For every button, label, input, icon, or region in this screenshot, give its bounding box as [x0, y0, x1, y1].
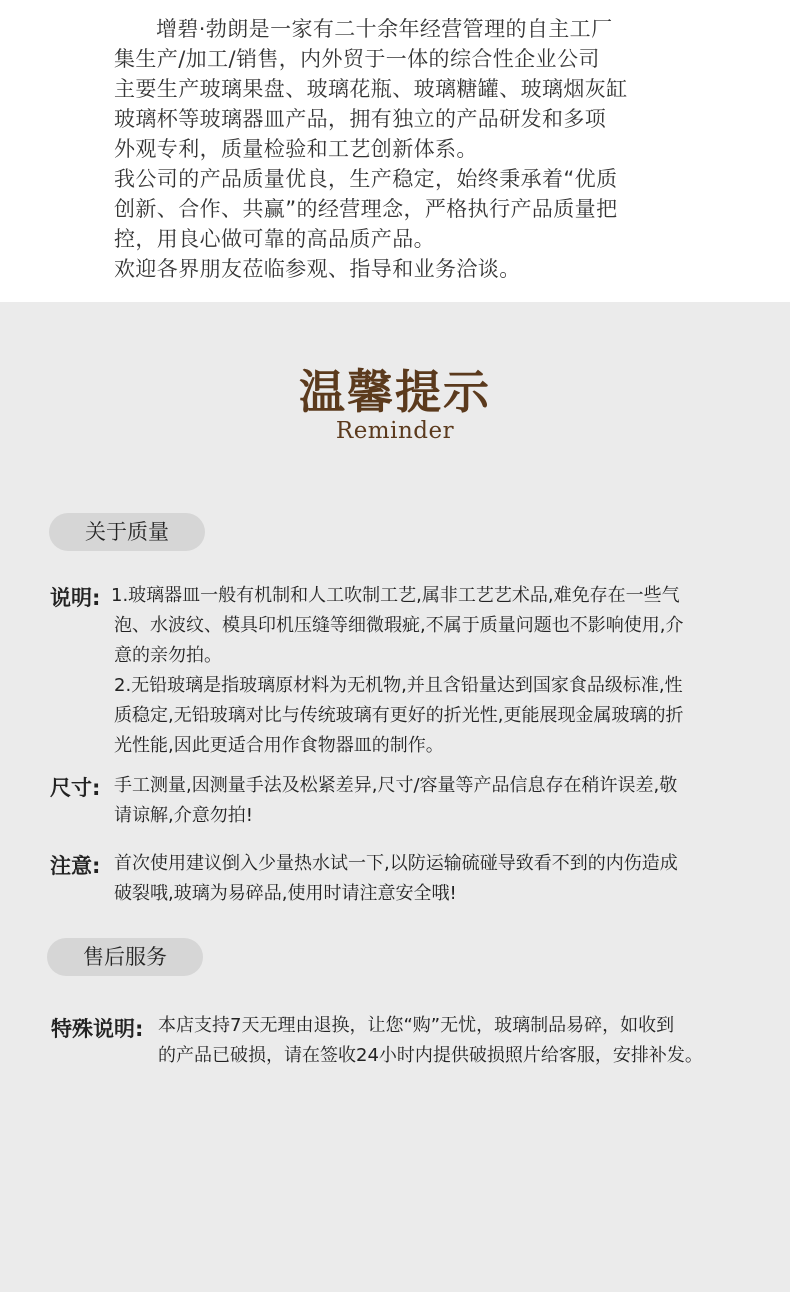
intro-line: 玻璃杯等玻璃器皿产品，拥有独立的产品研发和多项	[114, 107, 607, 131]
size-label: 尺寸:	[50, 776, 101, 800]
note-line: 2.无铅玻璃是指玻璃原材料为无机物,并且含铅量达到国家食品级标准,性	[114, 675, 683, 696]
caution-label: 注意:	[50, 854, 101, 878]
quality-heading-badge: 关于质量	[49, 513, 205, 551]
intro-line: 外观专利，质量检验和工艺创新体系。	[114, 137, 478, 161]
size-line: 请谅解,介意勿拍!	[114, 805, 253, 826]
caution-line: 首次使用建议倒入少量热水试一下,以防运输硫碰导致看不到的内伤造成	[114, 853, 678, 874]
note-line: 质稳定,无铅玻璃对比与传统玻璃有更好的折光性,更能展现金属玻璃的折	[114, 705, 684, 726]
caution-line: 破裂哦,玻璃为易碎品,使用时请注意安全哦!	[114, 883, 457, 904]
intro-line: 创新、合作、共赢”的经营理念，严格执行产品质量把	[114, 197, 618, 221]
note-line: 泡、水波纹、模具印机压缝等细微瑕疵,不属于质量问题也不影响使用,介	[114, 615, 684, 636]
intro-line: 集生产/加工/销售，内外贸于一体的综合性企业公司	[114, 47, 600, 71]
special-note-label: 特殊说明:	[51, 1017, 144, 1041]
intro-line: 欢迎各界朋友莅临参观、指导和业务洽谈。	[114, 257, 521, 281]
after-sales-heading-badge: 售后服务	[47, 938, 203, 976]
special-note-line: 的产品已破损，请在签收24小时内提供破损照片给客服，安排补发。	[158, 1045, 703, 1066]
reminder-subtitle: Reminder	[335, 418, 455, 444]
intro-line: 我公司的产品质量优良，生产稳定，始终秉承着“优质	[114, 167, 618, 191]
intro-line: 控，用良心做可靠的高品质产品。	[114, 227, 435, 251]
note-line: 意的亲勿拍。	[114, 645, 222, 666]
intro-line: 增碧·勃朗是一家有二十余年经营管理的自主工厂	[156, 17, 613, 41]
size-line: 手工测量,因测量手法及松紧差异,尺寸/容量等产品信息存在稍许误差,敬	[114, 775, 678, 796]
note-line: 光性能,因此更适合用作食物器皿的制作。	[114, 735, 444, 756]
note-line: 1.玻璃器皿一般有机制和人工吹制工艺,属非工艺艺术品,难免存在一些气	[111, 585, 680, 606]
intro-line: 主要生产玻璃果盘、玻璃花瓶、玻璃糖罐、玻璃烟灰缸	[114, 77, 628, 101]
note-label: 说明:	[50, 586, 101, 610]
company-intro	[0, 0, 790, 302]
special-note-line: 本店支持7天无理由退换，让您“购”无忧，玻璃制品易碎，如收到	[158, 1015, 675, 1036]
reminder-title: 温馨提示	[299, 365, 491, 419]
